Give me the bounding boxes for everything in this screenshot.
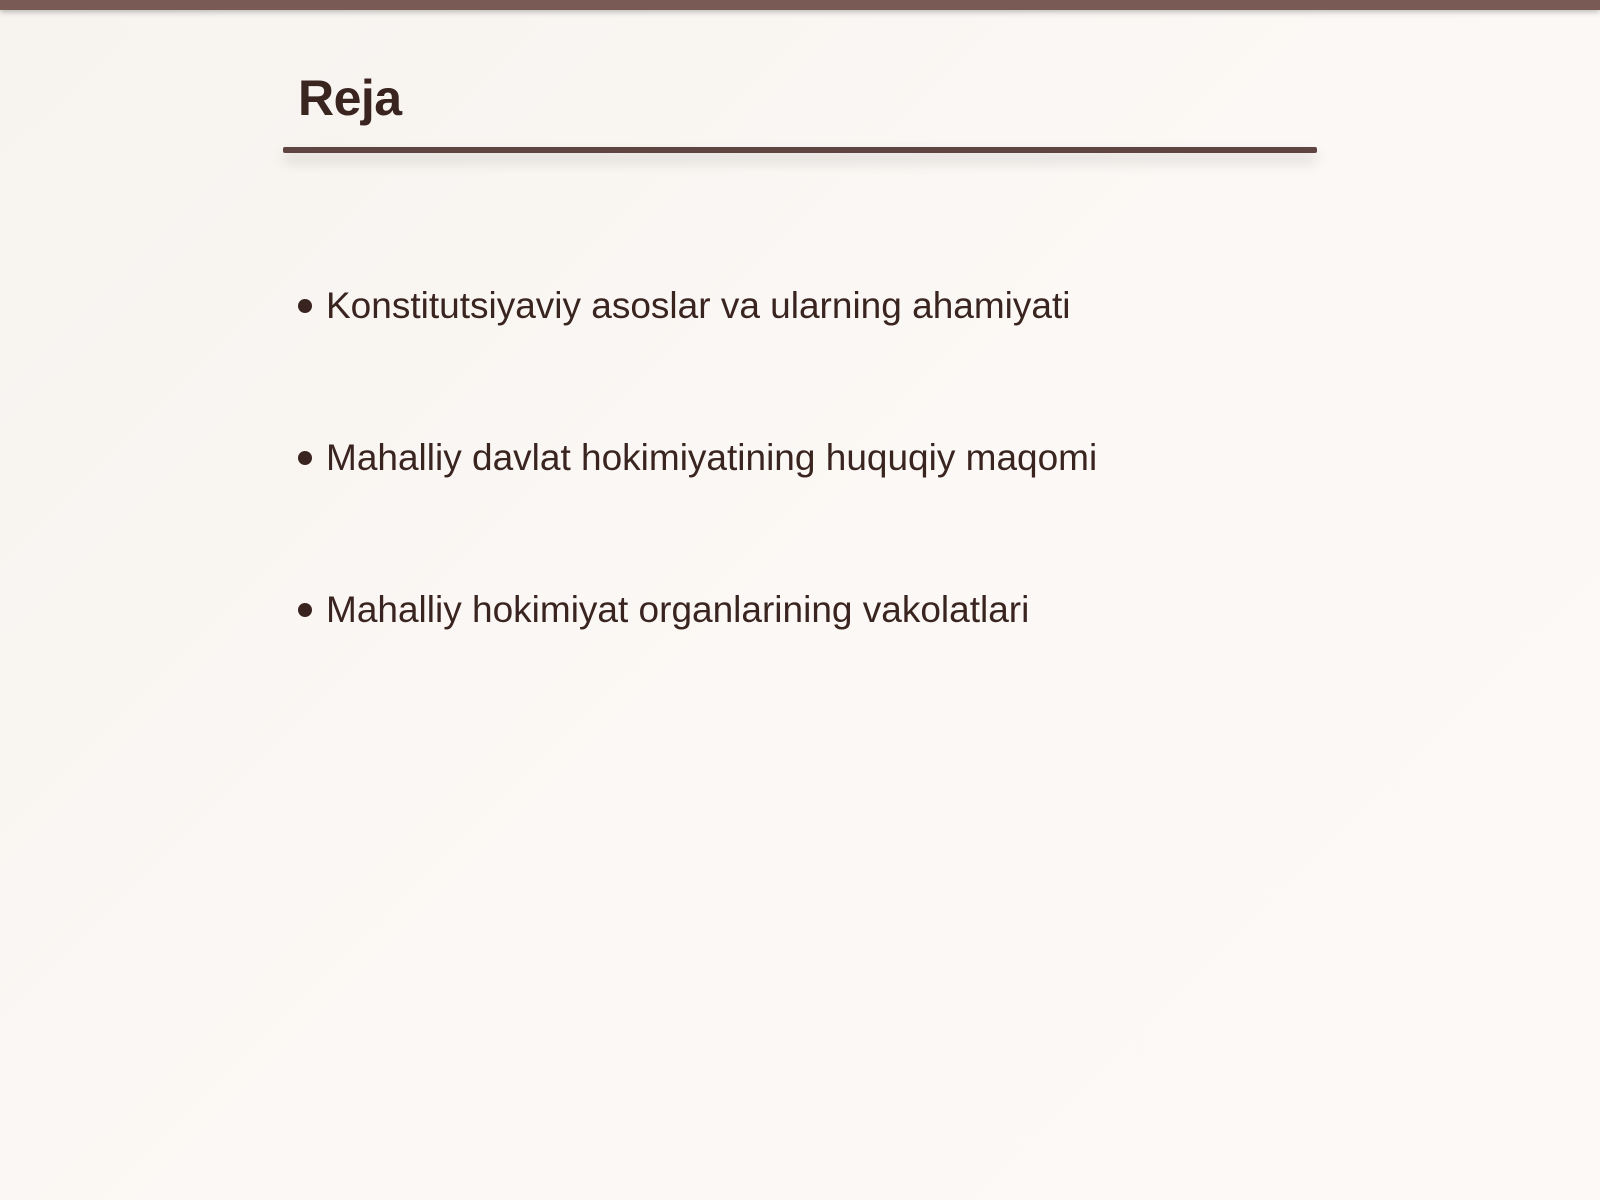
bullet-item <box>298 430 1097 486</box>
title-underline <box>283 147 1317 153</box>
slide-title: Reja <box>298 70 402 126</box>
bullet-dot-icon <box>298 299 312 313</box>
bullet-item <box>298 582 1097 638</box>
top-accent-band <box>0 0 1600 10</box>
bullet-dot-icon <box>298 451 312 465</box>
bullet-list <box>298 278 1097 734</box>
bullet-item <box>298 278 1097 334</box>
bullet-text: Mahalliy davlat hokimiyatining huquqiy maqomi <box>326 437 1098 478</box>
bullet-text: Mahalliy hokimiyat organlarining vakolatlari <box>326 589 1030 630</box>
bullet-dot-icon <box>298 603 312 617</box>
bullet-text: Konstitutsiyaviy asoslar va ularning ahamiyati <box>326 285 1071 326</box>
